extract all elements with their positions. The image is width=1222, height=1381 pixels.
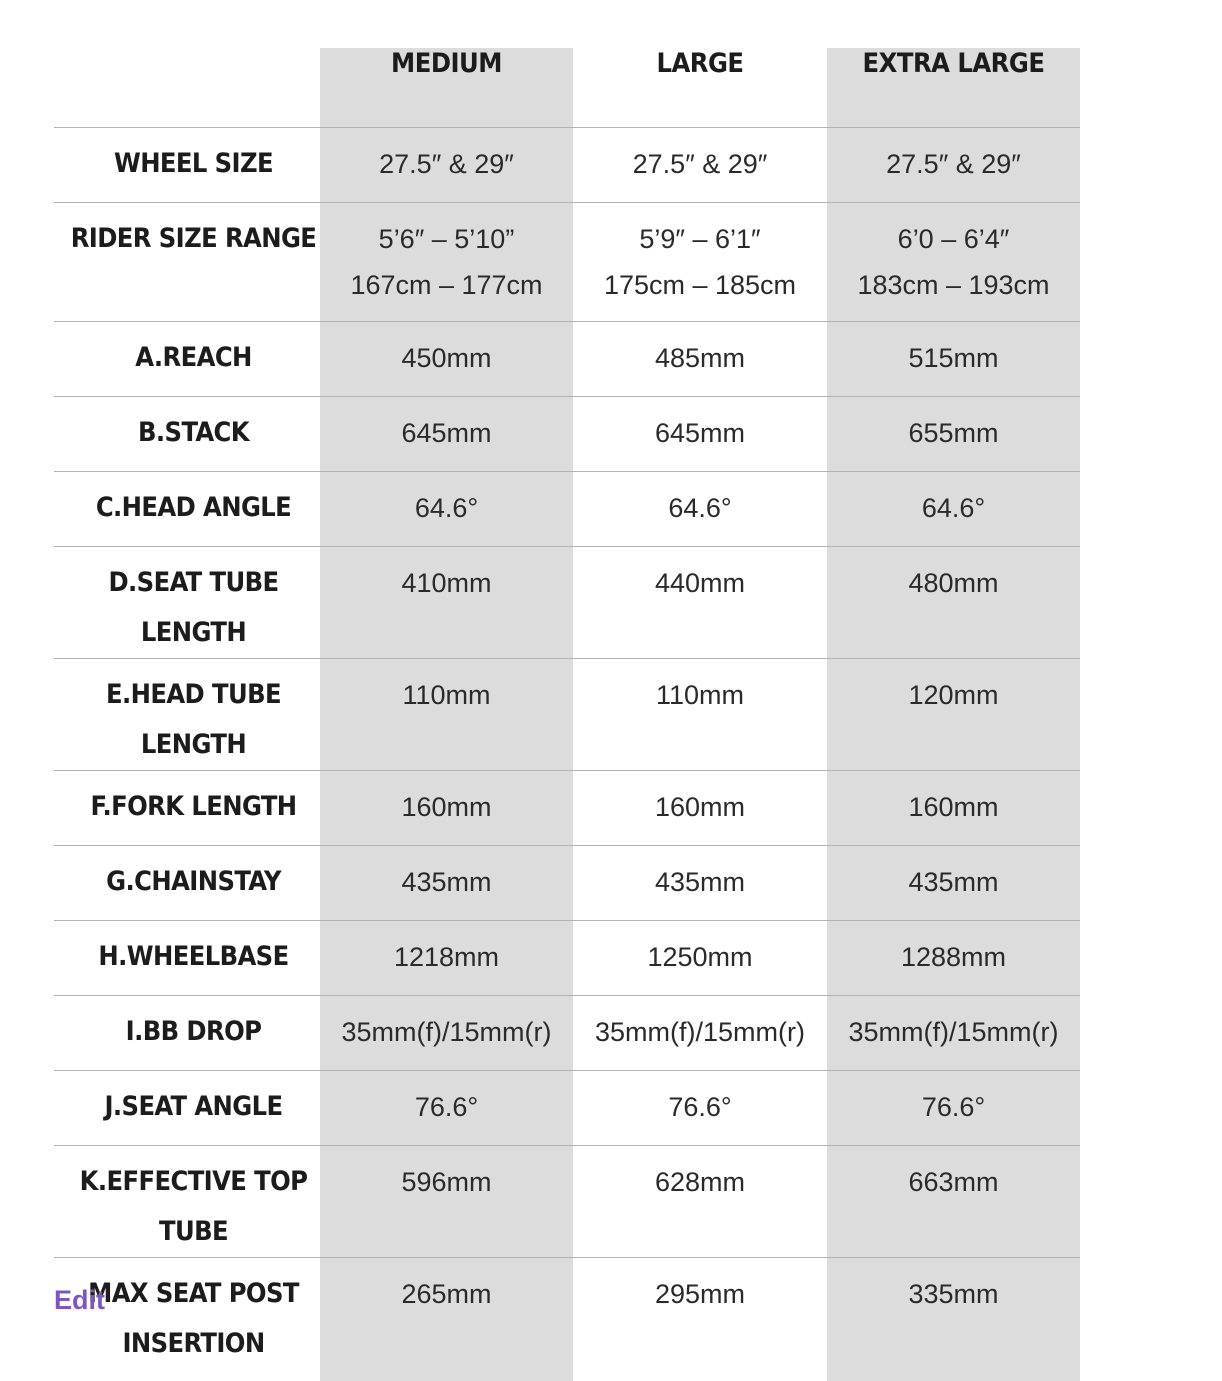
header-corner bbox=[54, 48, 320, 128]
cell-extra-large: 160mm bbox=[827, 771, 1080, 846]
cell-medium: 64.6° bbox=[320, 472, 573, 547]
cell-large: 160mm bbox=[573, 771, 827, 846]
cell-extra-large: 663mm bbox=[827, 1146, 1080, 1258]
row-label: H.WHEELBASE bbox=[54, 921, 320, 996]
cell-large: 295mm bbox=[573, 1258, 827, 1381]
row-label: WHEEL SIZE bbox=[54, 128, 320, 203]
cell-medium: 265mm bbox=[320, 1258, 573, 1381]
table-body bbox=[54, 128, 1080, 1381]
cell-large: 440mm bbox=[573, 547, 827, 659]
cell-extra-large: 1288mm bbox=[827, 921, 1080, 996]
table-row bbox=[54, 996, 1080, 1071]
cell-medium: 596mm bbox=[320, 1146, 573, 1258]
column-header-medium: MEDIUM bbox=[320, 48, 573, 128]
table-row bbox=[54, 203, 1080, 322]
cell-extra-large: 64.6° bbox=[827, 472, 1080, 547]
cell-medium: 435mm bbox=[320, 846, 573, 921]
table-row bbox=[54, 547, 1080, 659]
row-label: D.SEAT TUBE LENGTH bbox=[54, 547, 320, 659]
cell-large: 76.6° bbox=[573, 1071, 827, 1146]
cell-medium: 645mm bbox=[320, 397, 573, 472]
cell-large: 485mm bbox=[573, 322, 827, 397]
table-row bbox=[54, 771, 1080, 846]
table-row bbox=[54, 846, 1080, 921]
table-header-row bbox=[54, 48, 1080, 128]
table-row bbox=[54, 921, 1080, 996]
row-label: J.SEAT ANGLE bbox=[54, 1071, 320, 1146]
cell-medium: 410mm bbox=[320, 547, 573, 659]
cell-medium: 35mm(f)/15mm(r) bbox=[320, 996, 573, 1071]
table-row bbox=[54, 472, 1080, 547]
cell-medium: 450mm bbox=[320, 322, 573, 397]
row-label: I.BB DROP bbox=[54, 996, 320, 1071]
geometry-table bbox=[54, 48, 1080, 1381]
cell-extra-large: 76.6° bbox=[827, 1071, 1080, 1146]
cell-medium: 76.6° bbox=[320, 1071, 573, 1146]
cell-medium: 27.5″ & 29″ bbox=[320, 128, 573, 203]
table-row bbox=[54, 322, 1080, 397]
cell-large: 110mm bbox=[573, 659, 827, 771]
cell-extra-large: 480mm bbox=[827, 547, 1080, 659]
edit-link[interactable]: Edit bbox=[54, 1285, 105, 1315]
row-label: RIDER SIZE RANGE bbox=[54, 203, 320, 322]
cell-medium: 110mm bbox=[320, 659, 573, 771]
cell-extra-large: 27.5″ & 29″ bbox=[827, 128, 1080, 203]
cell-large: 35mm(f)/15mm(r) bbox=[573, 996, 827, 1071]
table-row bbox=[54, 1146, 1080, 1258]
cell-large: 1250mm bbox=[573, 921, 827, 996]
row-label: A.REACH bbox=[54, 322, 320, 397]
row-label: E.HEAD TUBE LENGTH bbox=[54, 659, 320, 771]
table-row bbox=[54, 397, 1080, 472]
cell-extra-large: 335mm bbox=[827, 1258, 1080, 1381]
row-label: C.HEAD ANGLE bbox=[54, 472, 320, 547]
row-label: K.EFFECTIVE TOP TUBE bbox=[54, 1146, 320, 1258]
table-row bbox=[54, 1071, 1080, 1146]
row-label: F.FORK LENGTH bbox=[54, 771, 320, 846]
cell-medium: 1218mm bbox=[320, 921, 573, 996]
cell-extra-large: 515mm bbox=[827, 322, 1080, 397]
cell-extra-large: 35mm(f)/15mm(r) bbox=[827, 996, 1080, 1071]
cell-extra-large: 120mm bbox=[827, 659, 1080, 771]
cell-extra-large: 655mm bbox=[827, 397, 1080, 472]
column-header-extra-large: EXTRA LARGE bbox=[827, 48, 1080, 128]
cell-extra-large: 6’0 – 6’4″ 183cm – 193cm bbox=[827, 203, 1080, 322]
cell-extra-large: 435mm bbox=[827, 846, 1080, 921]
cell-large: 64.6° bbox=[573, 472, 827, 547]
row-label: MAX SEAT POST INSERTION bbox=[54, 1258, 320, 1381]
table-row bbox=[54, 659, 1080, 771]
cell-large: 27.5″ & 29″ bbox=[573, 128, 827, 203]
cell-large: 435mm bbox=[573, 846, 827, 921]
table-row bbox=[54, 1258, 1080, 1381]
cell-large: 628mm bbox=[573, 1146, 827, 1258]
cell-large: 645mm bbox=[573, 397, 827, 472]
cell-medium: 160mm bbox=[320, 771, 573, 846]
row-label: B.STACK bbox=[54, 397, 320, 472]
table-row bbox=[54, 128, 1080, 203]
cell-medium: 5’6″ – 5’10” 167cm – 177cm bbox=[320, 203, 573, 322]
cell-large: 5’9″ – 6’1″ 175cm – 185cm bbox=[573, 203, 827, 322]
column-header-large: LARGE bbox=[656, 48, 744, 79]
row-label: G.CHAINSTAY bbox=[54, 846, 320, 921]
